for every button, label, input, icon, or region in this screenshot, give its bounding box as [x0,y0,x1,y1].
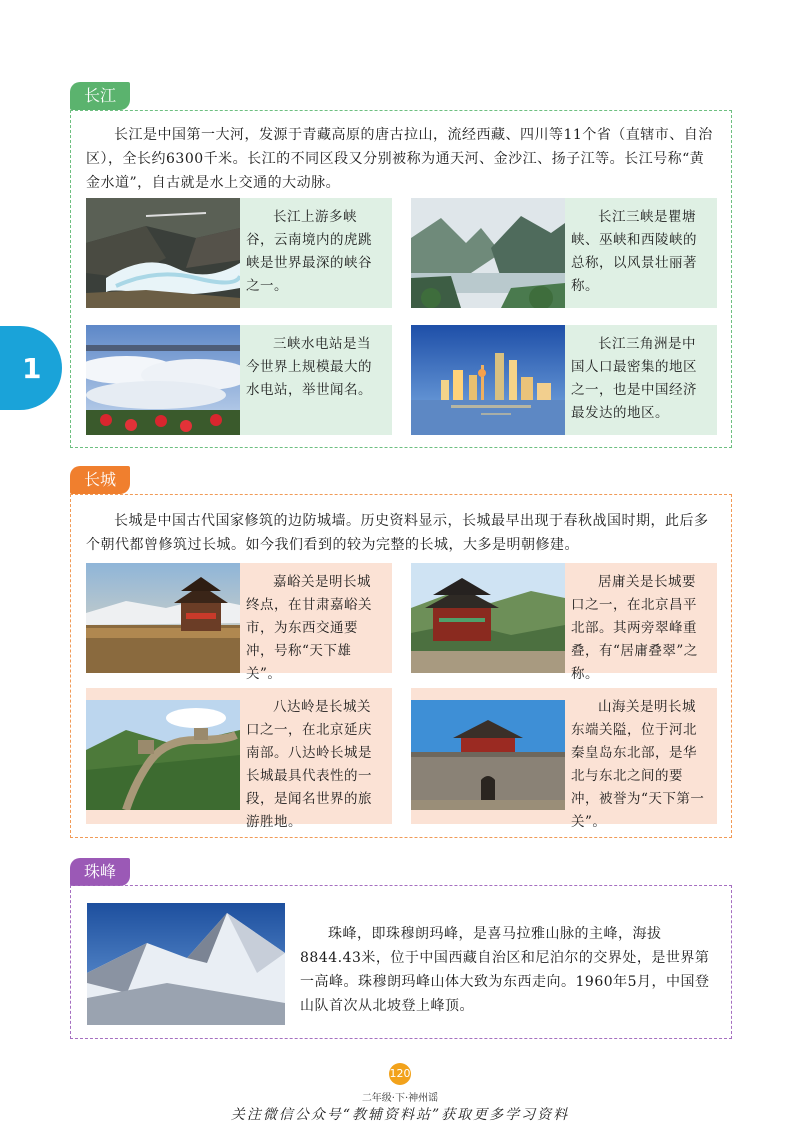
card-sanxia [411,198,717,308]
card-text: 山海关是明长城东端关隘，位于河北秦皇岛东北部，是华北与东北之间的要冲，被誉为“天下第一关”。 [571,699,705,830]
card-sanxia-dam [86,325,392,435]
card-badaling [86,688,392,830]
section-intro-changcheng: 长城是中国古代国家修筑的边防城墙。历史资料显示，长城最早出现于春秋战国时期，此后多个朝代都曾修筑过长城。如今我们看到的较为完整的长城，大多是明朝修建。 [86,513,709,553]
card-text: 长江三角洲是中国人口最密集的地区之一，也是中国经济最发达的地区。 [571,336,697,421]
card-hutiaoxia [86,198,392,308]
section-tag-zhufeng: 珠峰 [70,858,130,886]
card-delta [411,325,717,435]
section-tag-changcheng: 长城 [70,466,130,494]
sanxia-photo [411,198,565,308]
chapter-tab [0,326,62,410]
shanhaiguan-photo [411,700,565,810]
section-tag-changjiang: 长江 [70,82,130,110]
section-intro-zhufeng: 珠峰，即珠穆朗玛峰，是喜马拉雅山脉的主峰，海拔8844.43米，位于中国西藏自治区和尼泊尔的交界处，是世界第一高峰。珠穆朗玛峰山体大致为东西走向。1960年5月，中国登山队首次从北坡登上峰顶。 [300,926,710,1014]
everest-photo [87,903,285,1025]
shanghai-skyline-photo [411,325,565,435]
card-text: 居庸关是长城要口之一，在北京昌平北部。其两旁翠峰重叠，有“居庸叠翠”之称。 [571,574,698,682]
page-number: 120 [389,1063,411,1085]
card-text: 长江三峡是瞿塘峡、巫峡和西陵峡的总称，以风景壮丽著称。 [571,209,697,294]
card-juyongguan [411,563,717,682]
card-text: 长江上游多峡谷，云南境内的虎跳峡是世界最深的峡谷之一。 [246,209,372,294]
jiayuguan-photo [86,563,240,673]
card-jiayuguan [86,563,392,682]
sanxia-dam-photo [86,325,240,435]
badaling-photo [86,700,240,810]
juyongguan-photo [411,563,565,673]
card-text: 嘉峪关是明长城终点，在甘肃嘉峪关市，为东西交通要冲，号称“天下雄关”。 [246,574,372,682]
card-text: 八达岭是长城关口之一，在北京延庆南部。八达岭长城是长城最具代表性的一段，是闻名世界的旅游胜地。 [246,699,372,830]
card-text: 三峡水电站是当今世界上规模最大的水电站，举世闻名。 [246,336,372,398]
card-shanhaiguan [411,688,717,830]
promo-text: 关注微信公众号“教辅资料站”获取更多学习资料 [230,1107,570,1123]
section-intro-changjiang: 长江是中国第一大河，发源于青藏高原的唐古拉山，流经西藏、四川等11个省（直辖市、自治区），全长约6300千米。长江的不同区段又分别被称为通天河、金沙江、扬子江等。长江号称“黄金水道”，自古就是水上交通的大动脉。 [86,127,713,191]
chapter-number: 1 [22,352,42,385]
edition-label: 二年级·下·神州谣 [361,1093,439,1104]
hutiaoxia-photo [86,198,240,308]
